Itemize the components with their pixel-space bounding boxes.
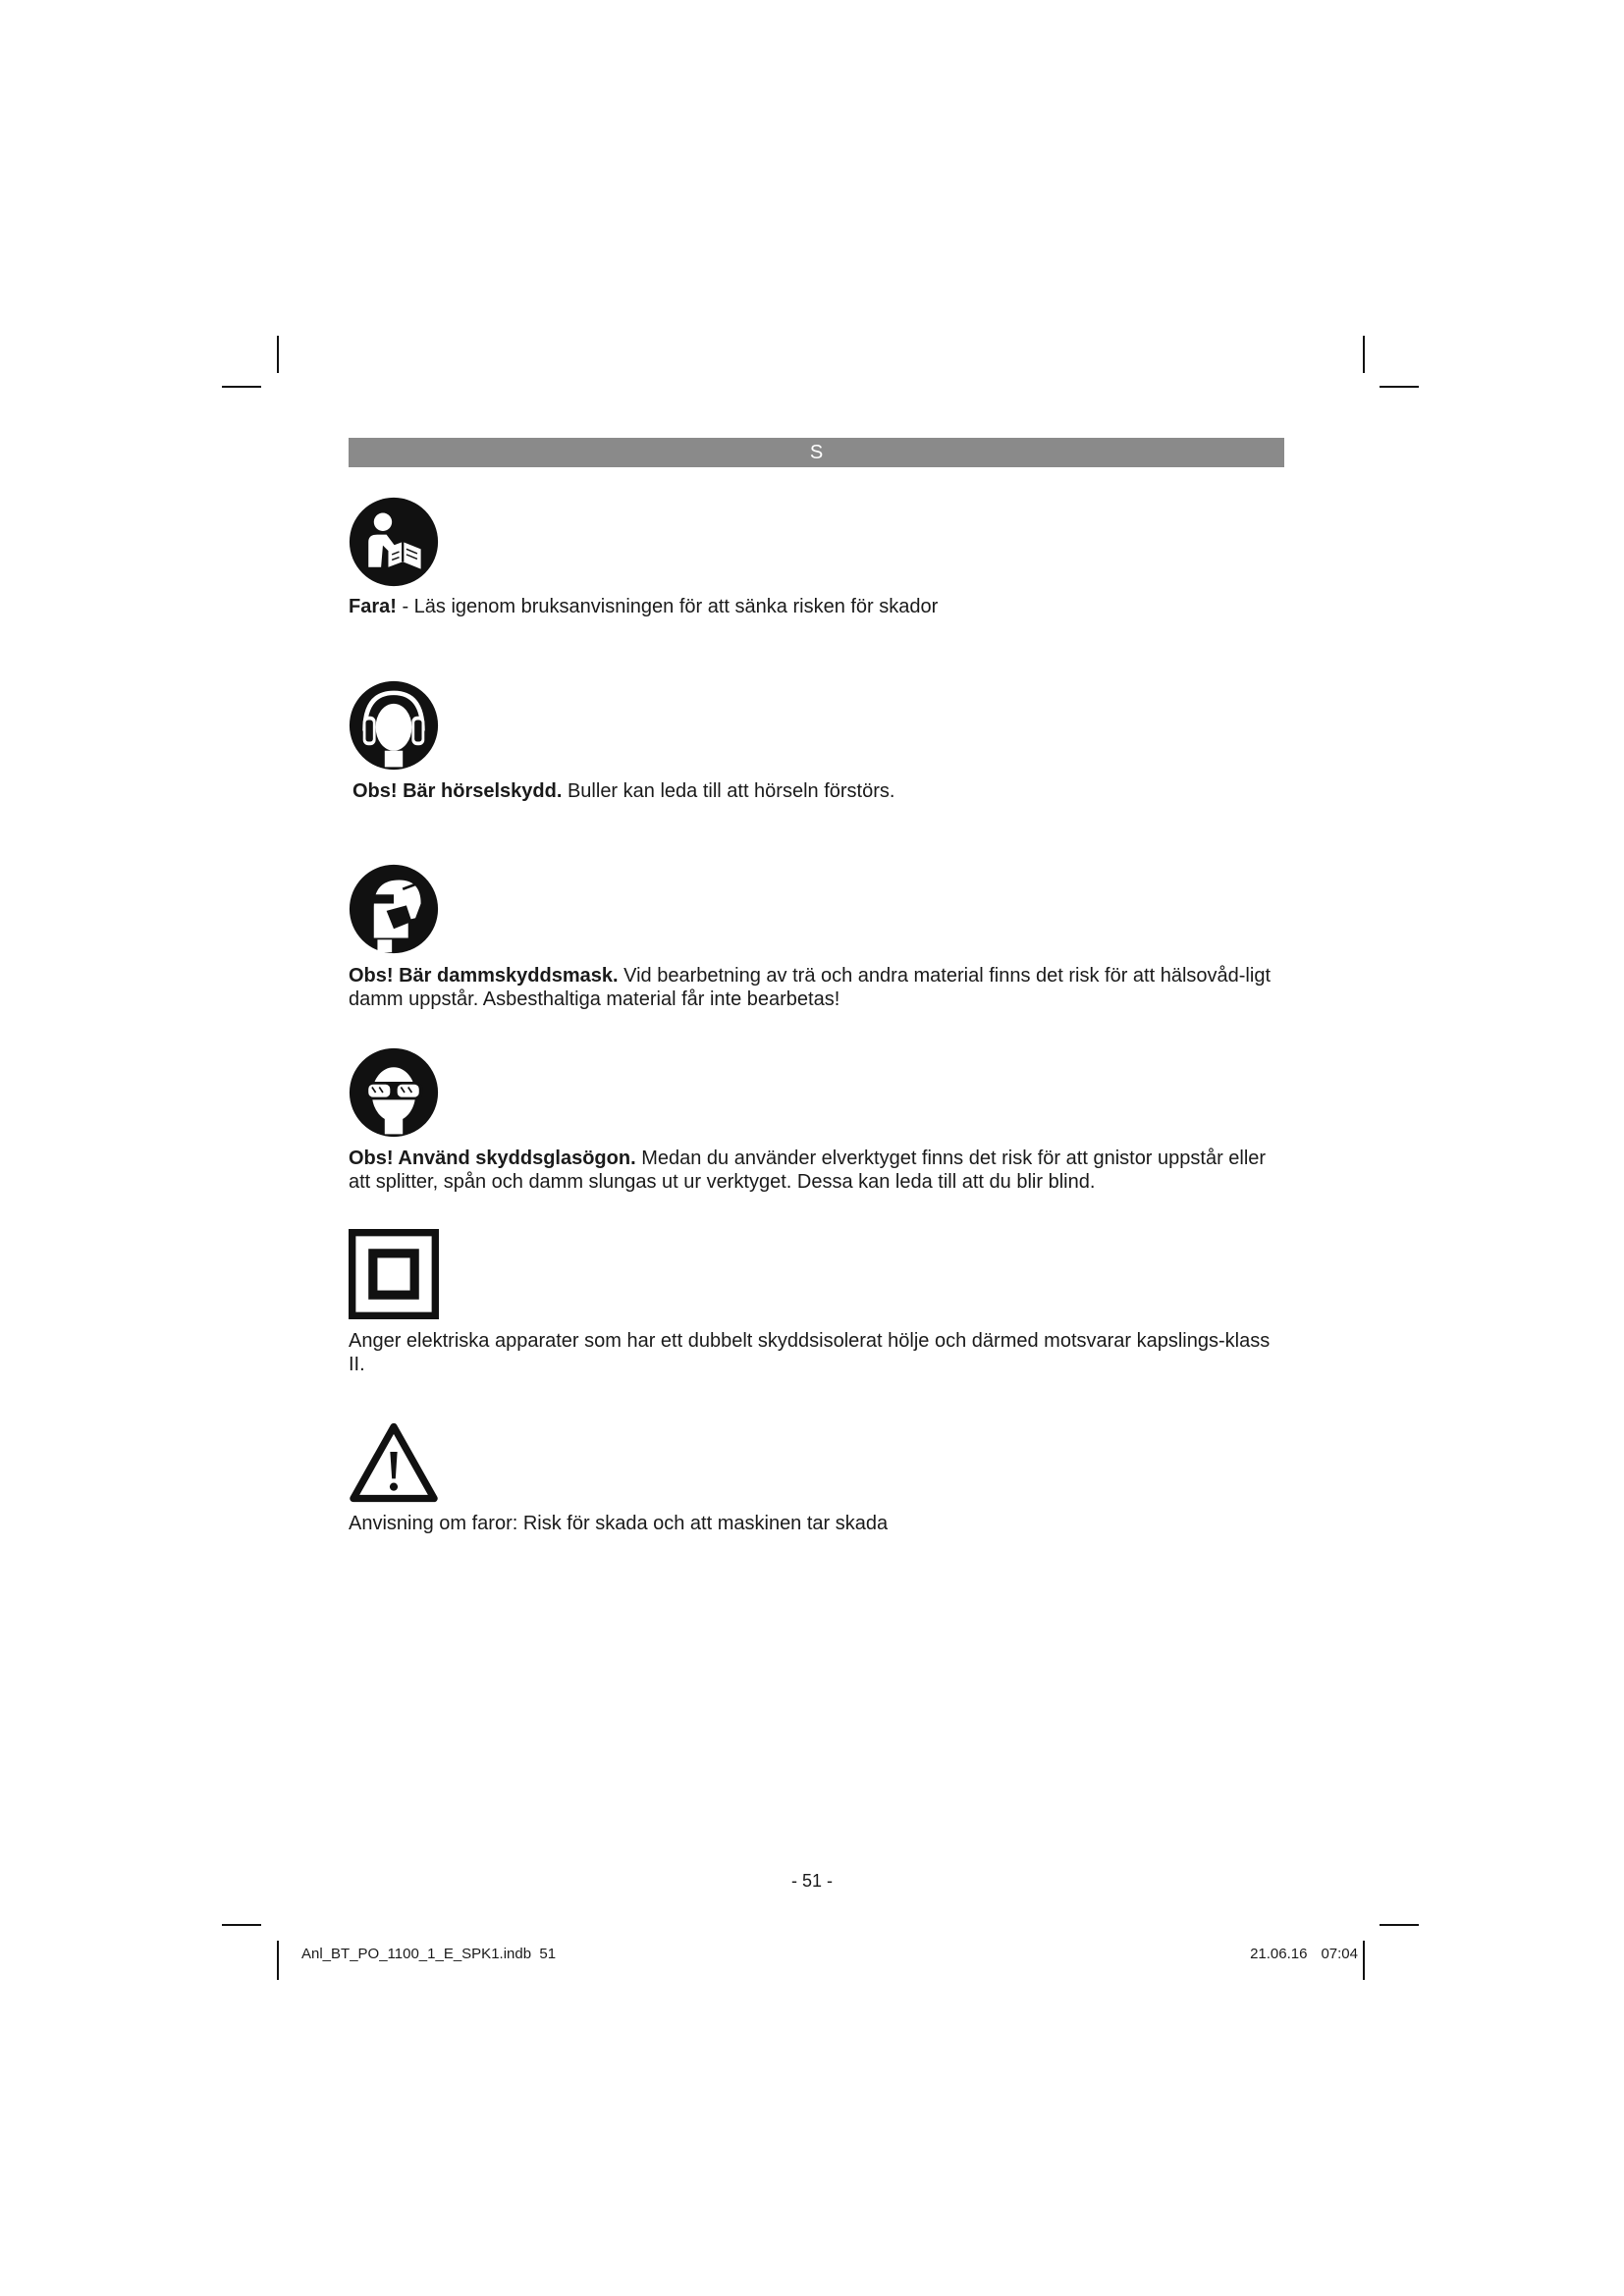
language-code: S xyxy=(809,442,824,463)
page-number: - 51 - xyxy=(790,1871,833,1891)
dust-mask-icon xyxy=(349,864,439,954)
crop-mark xyxy=(1363,336,1365,373)
warning-triangle-icon xyxy=(349,1421,439,1504)
read-manual-icon xyxy=(349,497,439,587)
footer-time: 07:04 xyxy=(1321,1946,1358,1962)
crop-mark xyxy=(222,1924,261,1926)
footer-timestamp xyxy=(1236,1946,1358,1962)
crop-mark xyxy=(277,1941,279,1980)
crop-mark xyxy=(1380,386,1419,388)
symbol-description: Obs! Bär dammskyddsmask. Vid bearbetning av trä och andra material finns det risk för att hälsovåd-ligt damm uppstår. Asbesthaltiga material får inte bearbetas! xyxy=(349,965,1271,1010)
double-insulation-icon xyxy=(349,1229,439,1319)
symbol-description: Anger elektriska apparater som har ett dubbelt skyddsisolerat hölje och därmed motsvarar kapslings-klass II. xyxy=(349,1330,1271,1375)
footer-file-name: Anl_BT_PO_1100_1_E_SPK1.indb xyxy=(301,1946,532,1962)
crop-mark xyxy=(277,336,279,373)
symbol-description: Obs! Använd skyddsglasögon. Medan du använder elverktyget finns det risk för att gnistor uppstår eller att splitter, spån och damm slungas ut ur verktyget. Dessa kan leda till att du blir blind. xyxy=(349,1148,1267,1193)
crop-mark xyxy=(1380,1924,1419,1926)
crop-mark xyxy=(222,386,261,388)
footer-file-info xyxy=(301,1946,556,1962)
symbol-description: Fara! - Läs igenom bruksanvisningen för att sänka risken för skador xyxy=(349,596,939,617)
safety-goggles-icon xyxy=(349,1047,439,1138)
footer-date: 21.06.16 xyxy=(1250,1946,1308,1962)
footer-file-page: 51 xyxy=(539,1946,557,1962)
symbol-description: Anvisning om faror: Risk för skada och att maskinen tar skada xyxy=(349,1513,889,1534)
crop-mark xyxy=(1363,1941,1365,1980)
language-header-bar xyxy=(349,438,1284,467)
symbol-description: Obs! Bär hörselskydd. Buller kan leda till att hörseln förstörs. xyxy=(352,780,895,802)
ear-protection-icon xyxy=(349,680,439,771)
